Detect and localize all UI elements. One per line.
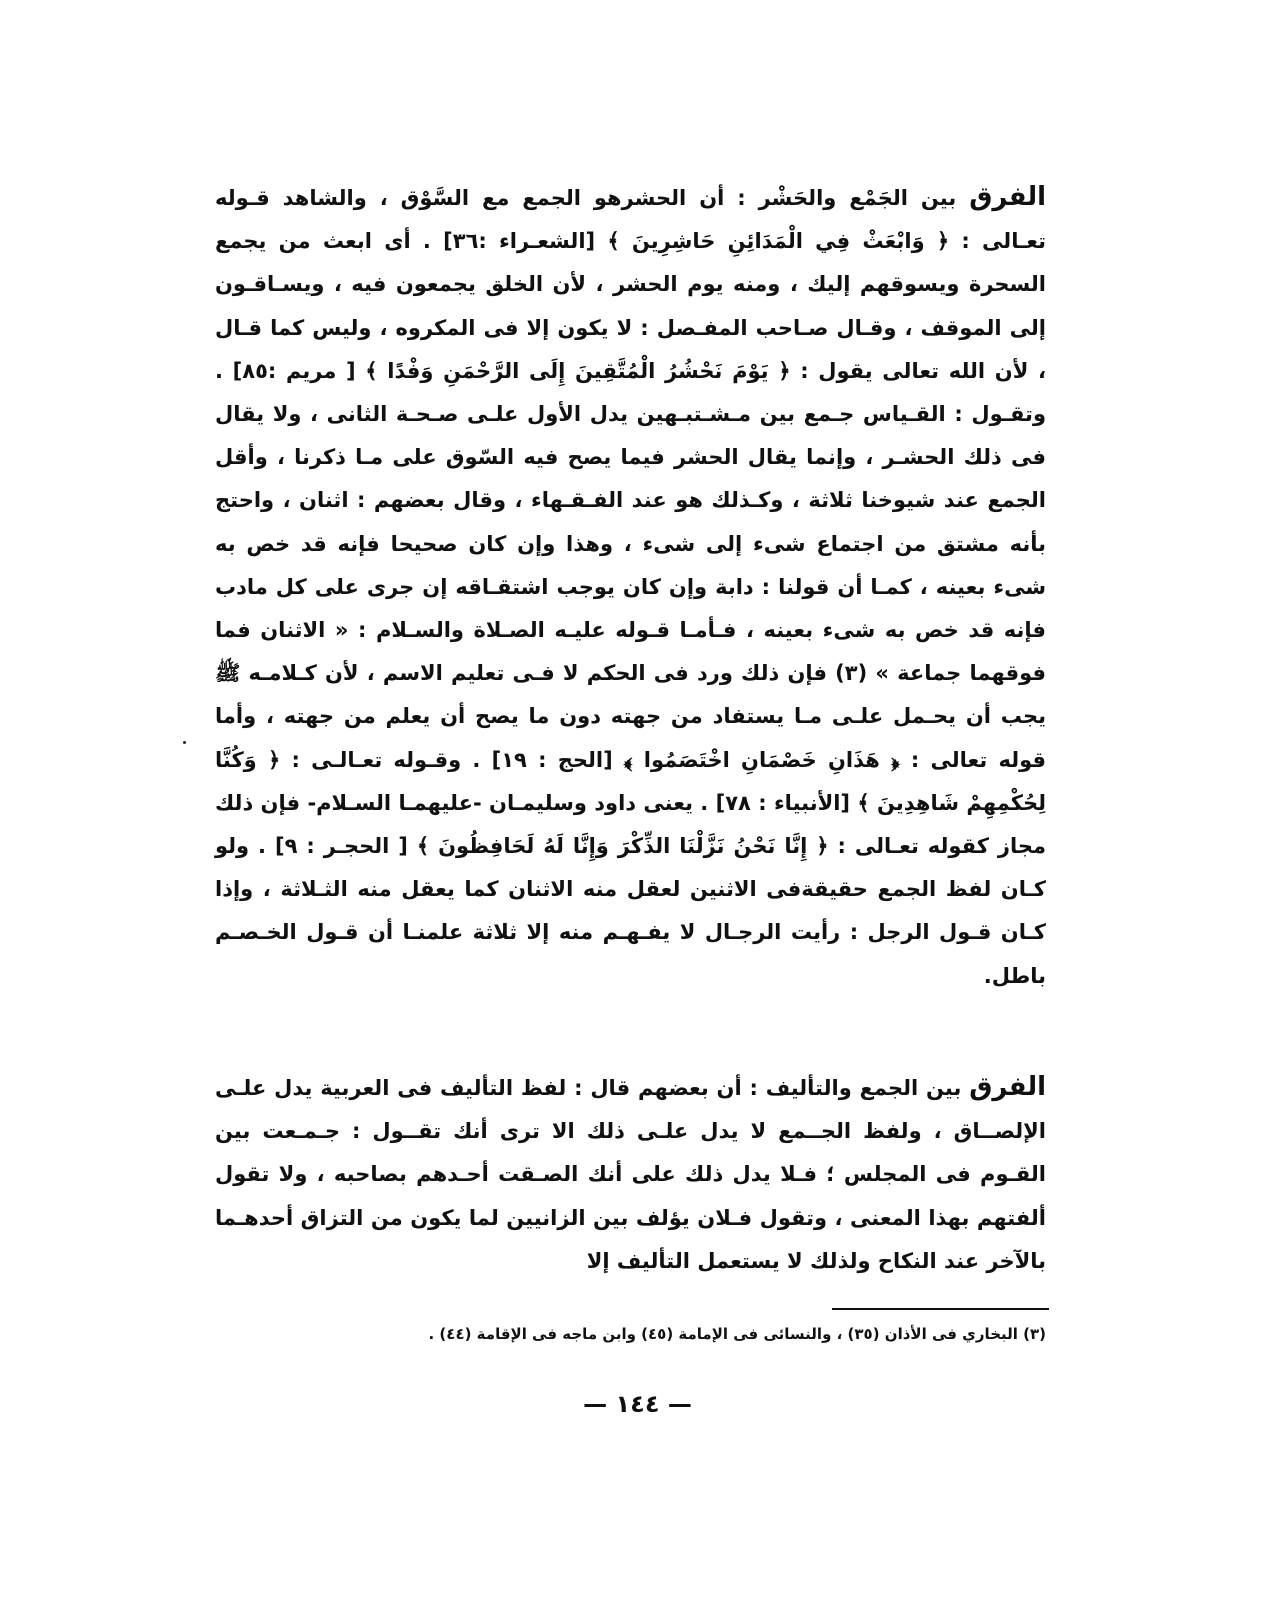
section-jam-hashr-heading: الفرق xyxy=(969,182,1046,212)
section-jam-talif-heading: الفرق xyxy=(969,1072,1046,1102)
section-jam-hashr xyxy=(215,176,1046,998)
section-jam-talif-paragraph xyxy=(215,1066,1046,1283)
page-number: — ١٤٤ — xyxy=(583,1390,692,1418)
footnote-divider xyxy=(832,1308,1049,1310)
section-jam-talif-text: بين الجمع والتأليف : أن بعضهم قال : لفظ التأليف فى العربية يدل علـى الإلصــاق ، ولفظ الجــمع لا يدل علـى ذلك الا ترى أنك تقــول : جـمـعت بين القـوم فى المجلس ؛ فـلا يدل ذلك على أنك الصـقت أحـدهم بصاحبه ، ولا تقول ألفتهم بهذا المعنى ، وتقول فـلان يؤلف بين الزانيين لما يكون من التزاق أحدهـما بالآخر عند النكاح ولذلك لا يستعمل التأليف إلا xyxy=(215,1076,1046,1273)
margin-speck xyxy=(183,741,186,744)
section-jam-talif xyxy=(215,1066,1046,1283)
section-jam-hashr-paragraph xyxy=(215,176,1046,998)
section-jam-hashr-text: بين الجَمْع والحَشْر : أن الحشرهو الجمع مع السَّوْق ، والشاهد قـوله تعـالى : ﴿ وَابْعَثْ فِي الْمَدَائِنِ حَاشِرِينَ ﴾ [الشعـراء :٣٦] . أى ابعث من يجمع السحرة ويسوقهم إليك ، ومنه يوم الحشر ، لأن الخلق يجمعون فيه ، ويسـاقـون إلى الموقف ، وقـال صـاحب المفـصل : لا يكون إلا فى المكروه ، وليس كما قـال ، لأن الله تعالى يقول : ﴿ يَوْمَ نَحْشُرُ الْمُتَّقِينَ إِلَى الرَّحْمَنِ وَفْدًا ﴾ [ مريم :٨٥] . وتقـول : القـياس جـمع بين مـشـتبـهين يدل الأول علـى صـحـة الثانى ، ولا يقال فى ذلك الحشـر ، وإنما يقال الحشر فيما يصح فيه السّوق على مـا ذكرنا ، وأقل الجمع عند شيوخنا ثلاثة ، وكـذلك هو عند الفـقـهاء ، وقال بعضهم : اثنان ، واحتج بأنه مشتق من اجتماع شىء إلى شىء ، وهذا وإن كان صحيحا فإنه قد خص به شىء بعينه ، كمـا أن قولنا : دابة وإن كان يوجب اشتقـاقه إن جرى على كل مادب فإنه قد خص به شىء بعينه ، فـأمـا قـوله عليـه الصـلاة والسـلام : « الاثنان فما فوقهما جماعة » (٣) فإن ذلك ورد فى الحكم لا فـى تعليم الاسم ، لأن كـلامـه ﷺ يجب أن يحـمل علـى مـا يستفاد من جهته دون ما يصح أن يعلم من جهته ، وأما قوله تعالى : ﴿ هَذَانِ خَصْمَانِ اخْتَصَمُوا ﴾ [الحج : ١٩] . وقـوله تعـالـى : ﴿ وَكُنَّا لِحُكْمِهِمْ شَاهِدِينَ ﴾ [الأنبياء : ٧٨] . يعنى داود وسليمـان -عليهمـا السـلام- فإن ذلك مجاز كقوله تعـالى : ﴿ إِنَّا نَحْنُ نَزَّلْنَا الذِّكْرَ وَإِنَّا لَهُ لَحَافِظُونَ ﴾ [ الحجـر : ٩] . ولو كـان لفظ الجمع حقيقةفى الاثنين لعقل منه الاثنان كما يعقل منه الثـلاثة ، وإذا كـان قـول الرجل : رأيت الرجـال لا يفـهـم منه إلا ثلاثة علمنـا أن قـول الخـصـم باطل. xyxy=(215,186,1047,988)
footnote: (٣) البخاري فى الأذان (٣٥) ، والنسائى فى الإمامة (٤٥) وابن ماجه فى الإقامة (٤٤) . xyxy=(428,1325,1046,1343)
